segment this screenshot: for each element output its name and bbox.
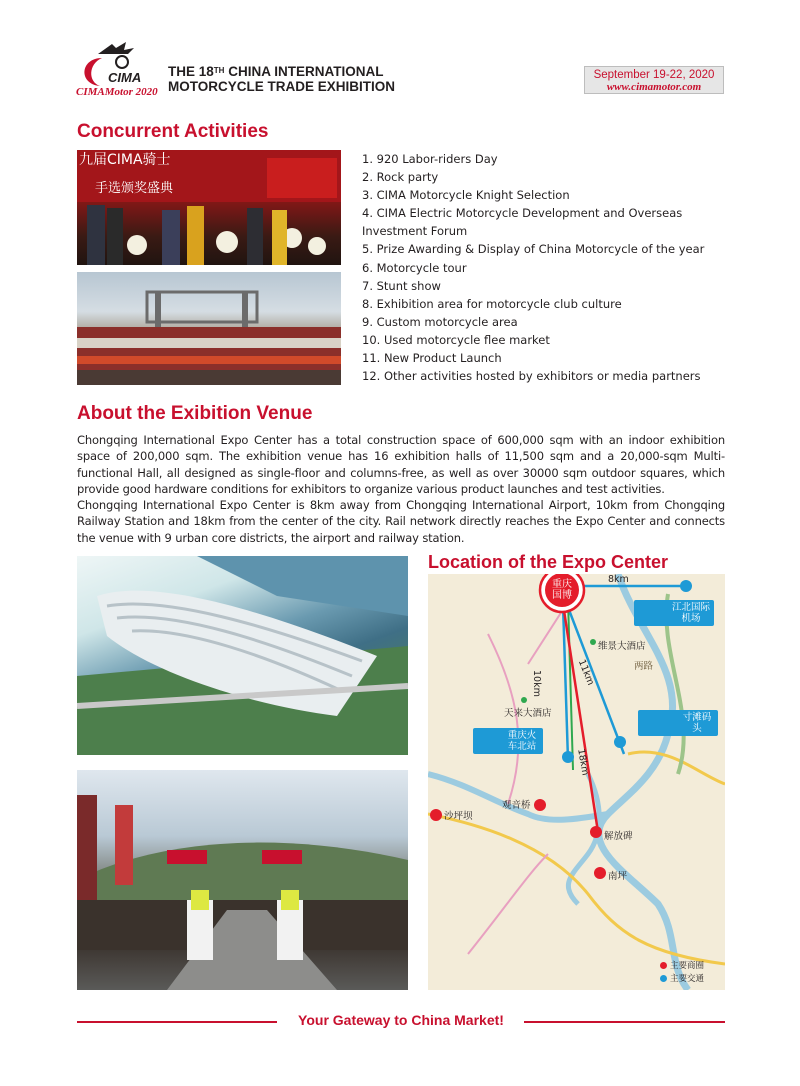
list-item: 1. 920 Labor-riders Day xyxy=(362,152,498,166)
transport-dot-icon xyxy=(660,975,667,982)
motorcycle-parade-photo xyxy=(77,770,408,990)
map-legend xyxy=(660,960,704,986)
list-item: 9. Custom motorcycle area xyxy=(362,314,518,329)
list-item: 2. Rock party xyxy=(362,170,439,185)
location-map xyxy=(428,574,725,990)
rock-party-group-photo xyxy=(77,272,341,385)
website-link[interactable]: www.cimamotor.com xyxy=(606,81,702,93)
event-dates: September 19-22, 2020 xyxy=(593,69,715,81)
photo-sign-line2: 手选颁奖盛典 xyxy=(95,181,174,196)
place-label: 观音桥 xyxy=(502,800,531,811)
event-title xyxy=(168,64,395,94)
list-item: 5. Prize Awarding & Display of China Motorcycle of the year xyxy=(362,242,705,257)
distance-11km: 11km xyxy=(575,658,597,688)
list-item: 12. Other activities hosted by exhibitors or media partners xyxy=(362,369,701,384)
title-rest: CHINA INTERNATIONAL xyxy=(224,64,384,79)
place-label: 解放碑 xyxy=(604,831,633,842)
footer-divider-right xyxy=(524,1021,725,1023)
award-ceremony-photo xyxy=(77,150,341,265)
venue-description xyxy=(77,432,725,546)
venue-heading: About the Exibition Venue xyxy=(77,403,313,424)
place-label: 两路 xyxy=(634,661,654,672)
pier-chip: 寸滩码头 xyxy=(638,710,718,736)
list-item: 7. Stunt show xyxy=(362,278,441,293)
title-superscript: TH xyxy=(213,66,225,75)
place-label: 天来大酒店 xyxy=(504,708,552,719)
railway-station-chip: 重庆火车北站 xyxy=(473,728,543,754)
photo-sign-line1: 九届CIMA骑士 xyxy=(79,152,171,168)
venue-paragraph-1: Chongqing International Expo Center has a total construction space of 600,000 sqm with an indoor exhibition space of 200,000 sqm. The exhibition venue has 16 exhibition halls of 11,500 sqm and a 20,000-sqm Multi-functional Hall, all designed as single-floor and columns-free, as well as over 30000 sqm outdoor squares, which provide good hardware conditions for exhibitors to organize various product launches and test activities. xyxy=(77,433,725,496)
date-box xyxy=(584,66,724,94)
title-line2: MOTORCYCLE TRADE EXHIBITION xyxy=(168,79,396,94)
activities-list xyxy=(362,150,722,385)
title-prefix: THE 18 xyxy=(168,64,214,79)
place-label: 维景大酒店 xyxy=(598,641,646,652)
airport-chip: 江北国际机场 xyxy=(634,600,714,626)
footer-tagline: Your Gateway to China Market! xyxy=(298,1012,504,1028)
distance-8km: 8km xyxy=(608,574,629,585)
distance-18km: 18km xyxy=(575,748,591,777)
distance-10km: 10km xyxy=(531,670,542,697)
venue-paragraph-2: Chongqing International Expo Center is 8km away from Chongqing International Airport, 10km from Chongqing Railway Station and 18km from the center of the city. Rail network directly reaches the Expo Center and connects the venue with 9 urban core districts, the airport and railway station. xyxy=(77,498,725,545)
expo-center-label: 重庆国博 xyxy=(552,579,572,601)
logo-text: CIMA xyxy=(108,70,142,85)
legend-transport: 主要交通 xyxy=(670,974,705,984)
list-item: 8. Exhibition area for motorcycle club culture xyxy=(362,296,622,311)
list-item: 6. Motorcycle tour xyxy=(362,260,467,275)
expo-center-aerial-photo xyxy=(77,556,408,755)
place-label: 沙坪坝 xyxy=(444,811,473,822)
concurrent-heading: Concurrent Activities xyxy=(77,121,269,142)
location-heading: Location of the Expo Center xyxy=(428,552,669,572)
list-item: 3. CIMA Motorcycle Knight Selection xyxy=(362,188,570,203)
place-label: 南坪 xyxy=(608,871,628,882)
list-item: 10. Used motorcycle flee market xyxy=(362,332,550,347)
business-dot-icon xyxy=(660,962,667,969)
legend-business: 主要商圈 xyxy=(670,961,705,971)
footer-divider-left xyxy=(77,1021,277,1023)
list-item: 4. CIMA Electric Motorcycle Development and Overseas Investment Forum xyxy=(362,206,683,239)
logo-caption: CIMAMotor 2020 xyxy=(76,86,158,98)
list-item: 11. New Product Launch xyxy=(362,351,502,366)
